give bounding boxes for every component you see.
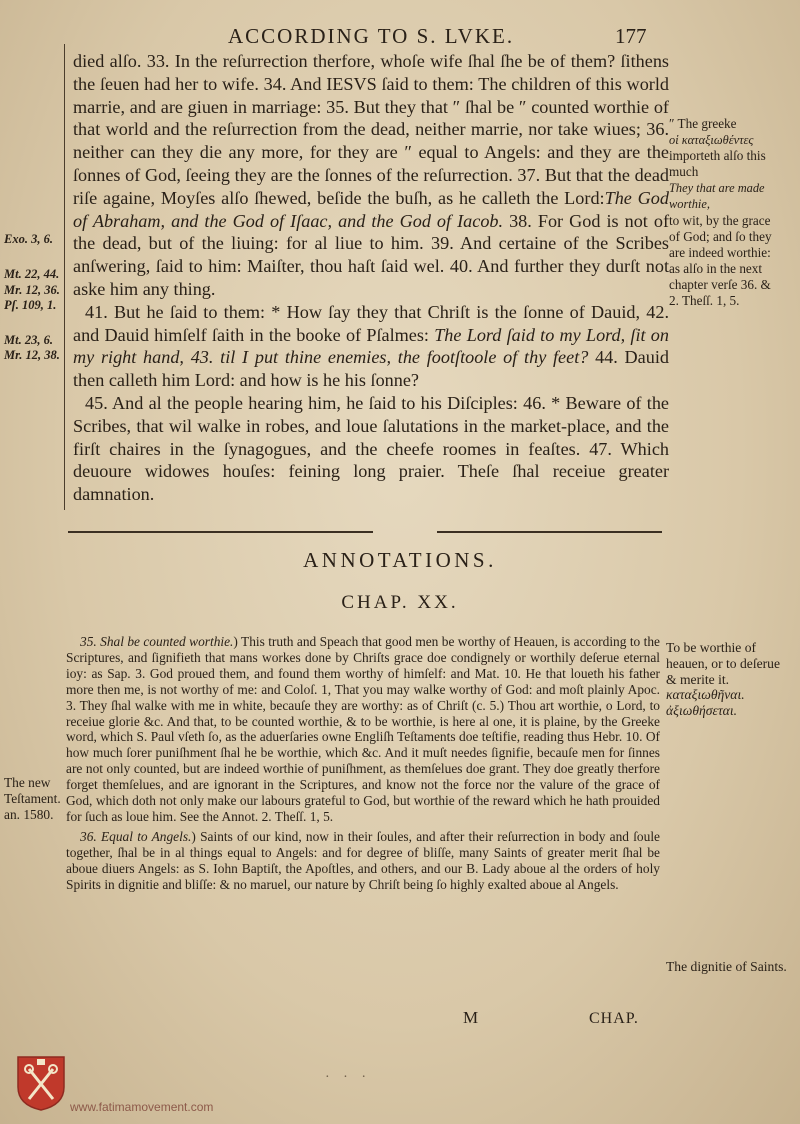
annotation-36: 36. Equal to Angels.) Saints of our kind, now in their ſoules, and after their reſurrection in body and ſoule together, ſhal be in al things equal to Angels: and for degree of bliſſe, many Saints of greater merit ſhal be aboue diuers Angels: as S. Iohn Baptiſt, the Apoſtles, and others, and our B. Lady aboue al the orders of holy Spirits in dignitie and bliſſe: & no maruel, our nature by Chriſt being ſo highly exalted aboue al Angels. xyxy=(66,828,660,892)
page-number: 177 xyxy=(615,24,647,48)
verses-45-47: 45. And al the people hearing him, he ſaid to his Diſciples: 46. * Beware of the Scribes, that wil walke in robes, and loue ſalutations in the market-place, and the firſt chaires in the ſynagogues, and the cheefe roomes in feaſtes. 47. Which deuoure widowes houſes: feining long praier. Theſe ſhal receiue greater damnation. xyxy=(73,392,669,505)
papal-keys-logo xyxy=(16,1055,66,1111)
signature-mark: M xyxy=(463,1008,479,1027)
scripture-quote: The God of Abraham, and the God of Iſaac, and the God of Iacob. xyxy=(73,187,669,231)
verses-33-40: died alſo. 33. In the reſurrection therfore, whoſe wife ſhal ſhe be of them? ſithens the ſeuen had her to wife. 34. And IESVS ſaid to them: The children of this world marrie, and are giuen in marriage: 35. But they that ″ ſhal be ″ counted worthie of that world and the reſurrection from the dead, neither marrie, nor take wiues; 36. neither can they die any more, for they are ″ equal to Angels: and they are the ſonnes of God, ſeeing they are the ſonnes of the reſurrection. 37. But that the dead riſe againe, Moyſes alſo ſhewed, beſide the buſh, as he calleth the Lord:The God of Abraham, and the God of Iſaac, and the God of Iacob. 38. For God is not of the dead, but of the liuing: for al liue to him. 39. And certaine of the Scribes anſwering, ſaid to him: Maiſter, thou haſt ſaid wel. 40. And further they durſt not aske him any thing. xyxy=(73,51,670,299)
annotations-heading: ANNOTATIONS. xyxy=(303,548,497,572)
annotation-sidenotes-right: To be worthie of heauen, or to deſerue & merite it. καταξιωθῆναι. ἀξιωθήσεται. The dignitie of Saints. xyxy=(666,640,787,974)
verses-41-44: 41. But he ſaid to them: * How ſay they that Chriſt is the ſonne of Dauid, 42. and Dauid himſelf ſaith in the booke of Pſalmes: The Lord ſaid to my Lord, ſit on my right hand, 43. til I put thine enemies, the footſtoole of thy feet? 44. Dauid then calleth him Lord: and how is he his ſonne? xyxy=(73,301,669,391)
margin-ref: Exo. 3, 6. xyxy=(4,232,53,246)
margin-references xyxy=(4,232,60,384)
margin-ref: Mt. 22, 44. Mr. 12, 36. Pſ. 109, 1. xyxy=(4,267,60,312)
watermark-url: www.fatimamovement.com xyxy=(70,1100,214,1114)
catchword: CHAP. xyxy=(589,1010,639,1027)
annotations-text xyxy=(66,634,660,897)
running-title: ACCORDING TO S. LVKE. xyxy=(228,24,515,48)
ornament: · · · xyxy=(325,1070,371,1085)
margin-ref: Mt. 23, 6. Mr. 12, 38. xyxy=(4,333,60,363)
chapter-heading: CHAP. XX. xyxy=(341,592,459,613)
divider-rule-left xyxy=(68,531,373,533)
annotation-35: 35. Shal be counted worthie.) This truth and Speach that good men be worthy of Heauen, is according to the Scriptures, and ſignifieth that mans workes done by Chriſts grace doe condignely or worthily deſerue eternal ioy: as Sap. 3. God proued them, and found them worthy of himſelf: and Mat. 10. He that loueth his father more then me, is not worthy of me: and Coloſ. 1, That you may walke worthy of God: and moſt plainly Apoc. 3. They ſhal walke with me in white, becauſe they are worthy: as of Chriſt (c. 5.) Thou art worthie, o Lord, to receiue glorie &c. And that, to be counted worthie, & to be worthie, is here al one, it is plaine, by the Greeke word, which S. Paul vſeth ſo, as the aduerſaries owne Engliſh Teſtaments doe teſtifie, reading thus Hebr. 10. Of how much ſorer puniſhment ſhal he be worthie, which &c. And it muſt needes ſignifie, becauſe men for ſinnes are not only counted, but are indeed worthie of puniſhment, as themſelues doe grant. They doe greatly therfore forget themſelues, and are ignorant in the Scriptures, and know not the force nor the valure of the grace of God, which doth not only make our labours grateful to God, but worthie of the reward which he hath prouided for ſuch as loue him. See the Annot. 2. Theſſ. 1, 5. xyxy=(66,634,660,824)
column-rule xyxy=(64,44,65,510)
divider-rule-right xyxy=(437,531,662,533)
annotation-sidenote-left: The new Teſtament. an. 1580. xyxy=(4,775,61,823)
psalm-quote: The Lord ſaid to my Lord, ſit on my right hand, 43. til I put thine enemies, the footſtoole of thy feet? xyxy=(73,324,669,368)
right-sidenote: ″ The greeke οἱ καταξιωθέντες importeth alſo this much They that are made worthie, to wit, by the grace of God; and ſo they are indeed worthie: as alſo in the next chapter verſe 36. & 2. Theſſ. 1, 5. xyxy=(669,116,772,309)
page-header xyxy=(0,22,800,52)
gospel-text xyxy=(73,50,669,506)
